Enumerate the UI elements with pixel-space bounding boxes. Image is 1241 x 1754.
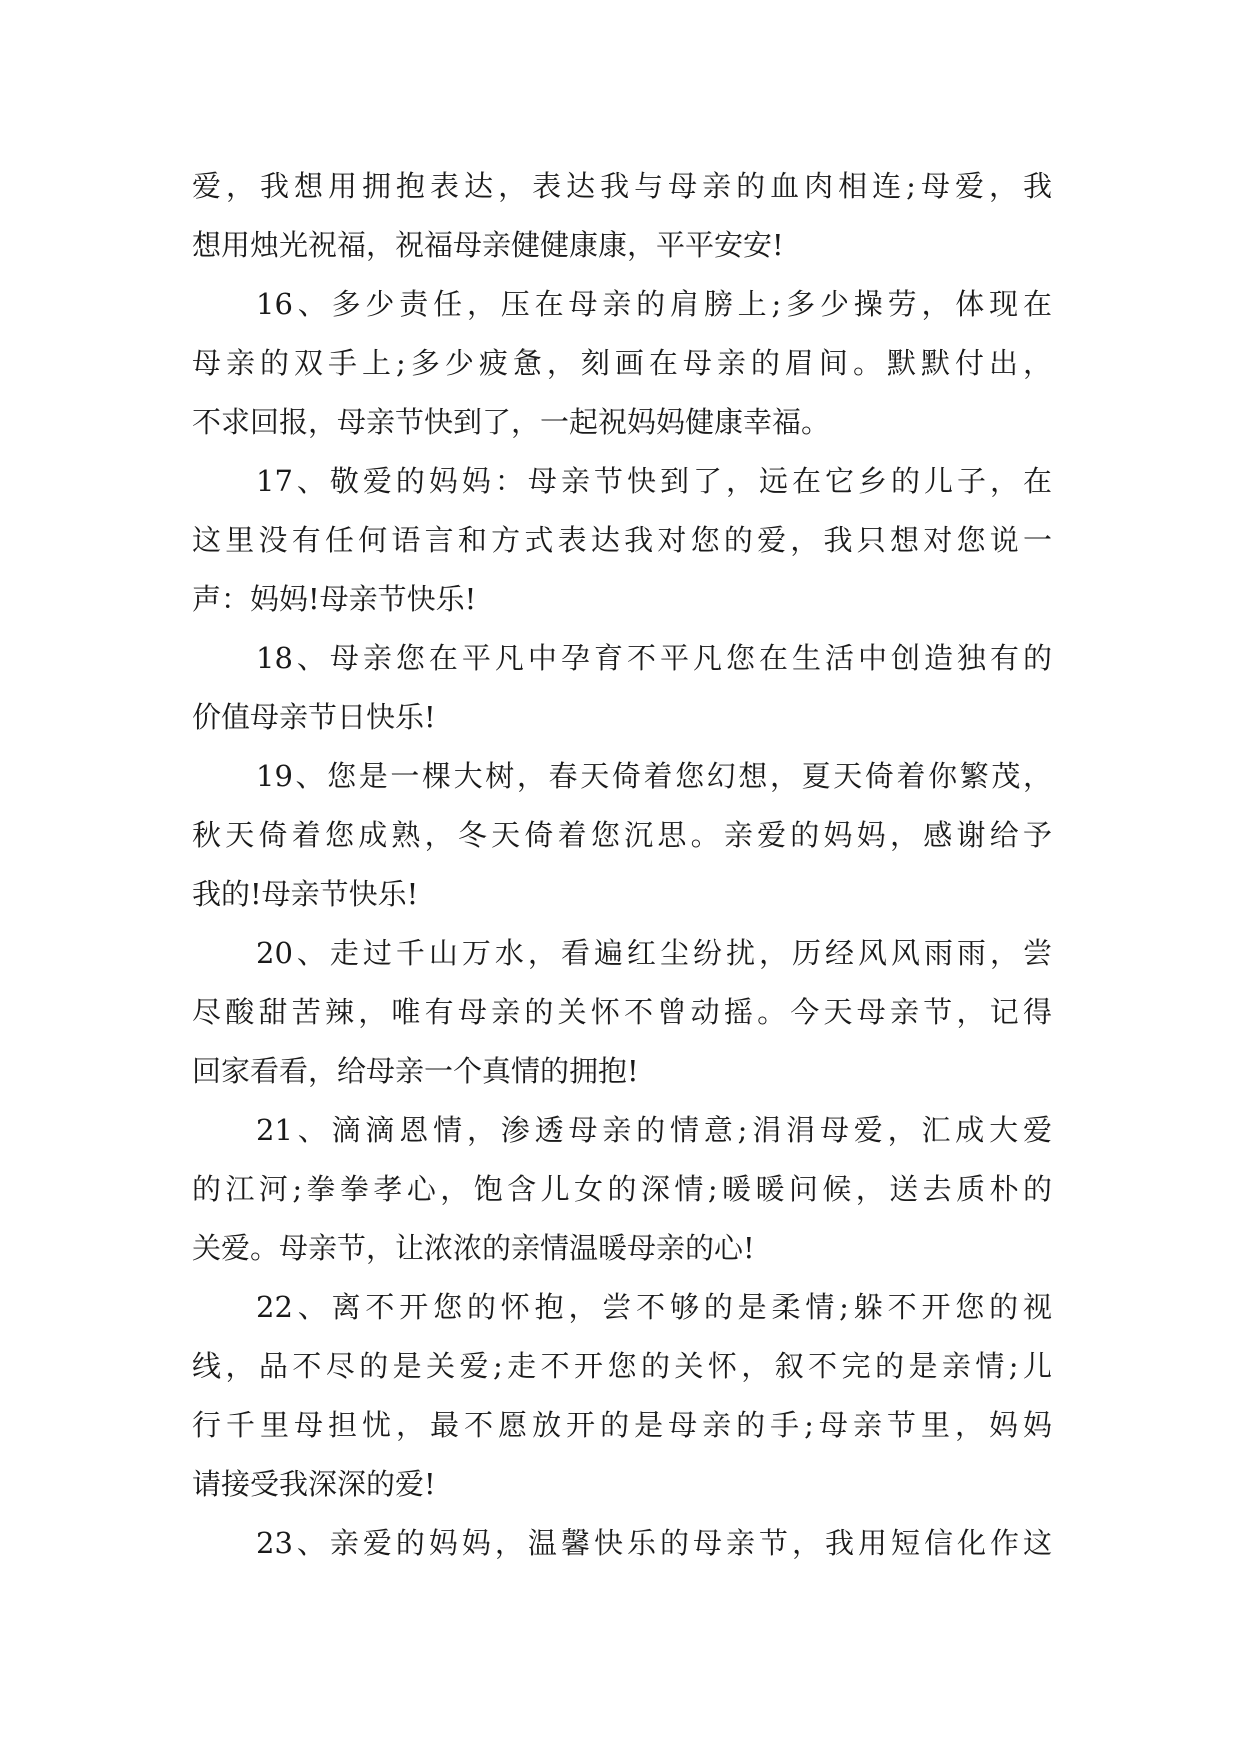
paragraph (192, 629, 1052, 747)
paragraph (192, 275, 1052, 452)
text-line: 声：妈妈!母亲节快乐! (192, 582, 477, 616)
paragraph (192, 157, 1052, 275)
paragraph (192, 1101, 1052, 1278)
text-line: 这里没有任何语言和方式表达我对您的爱，我只想对您说一 (192, 523, 1052, 557)
text-line: 尽酸甜苦辣，唯有母亲的关怀不曾动摇。今天母亲节，记得 (192, 995, 1052, 1029)
text-line: 21、滴滴恩情，渗透母亲的情意;涓涓母爱，汇成大爱 (256, 1113, 1052, 1147)
text-line: 16、多少责任，压在母亲的肩膀上;多少操劳，体现在 (256, 287, 1052, 321)
text-line: 爱，我想用拥抱表达，表达我与母亲的血肉相连;母爱，我 (192, 169, 1052, 203)
text-line: 线，品不尽的是关爱;走不开您的关怀，叙不完的是亲情;儿 (192, 1349, 1052, 1383)
paragraph (192, 452, 1052, 629)
text-line: 行千里母担忧，最不愿放开的是母亲的手;母亲节里，妈妈 (192, 1408, 1052, 1442)
paragraph (192, 747, 1052, 924)
text-line: 18、母亲您在平凡中孕育不平凡您在生活中创造独有的 (256, 641, 1052, 675)
text-line: 23、亲爱的妈妈，温馨快乐的母亲节，我用短信化作这 (256, 1526, 1052, 1560)
text-line: 价值母亲节日快乐! (192, 700, 436, 734)
text-line: 不求回报，母亲节快到了，一起祝妈妈健康幸福。 (192, 405, 831, 439)
text-line: 17、敬爱的妈妈：母亲节快到了，远在它乡的儿子，在 (256, 464, 1052, 498)
document-body (192, 157, 1052, 1573)
text-line: 母亲的双手上;多少疲惫，刻画在母亲的眉间。默默付出， (192, 346, 1052, 380)
text-line: 20、走过千山万水，看遍红尘纷扰，历经风风雨雨，尝 (256, 936, 1052, 970)
paragraph (192, 1514, 1052, 1573)
text-line: 22、离不开您的怀抱，尝不够的是柔情;躲不开您的视 (256, 1290, 1052, 1324)
paragraph (192, 924, 1052, 1101)
text-line: 秋天倚着您成熟，冬天倚着您沉思。亲爱的妈妈，感谢给予 (192, 818, 1052, 852)
text-line: 回家看看，给母亲一个真情的拥抱! (192, 1054, 639, 1088)
text-line: 想用烛光祝福，祝福母亲健健康康，平平安安! (192, 228, 784, 262)
paragraph (192, 1278, 1052, 1514)
text-line: 的江河;拳拳孝心，饱含儿女的深情;暖暖问候，送去质朴的 (192, 1172, 1052, 1206)
text-line: 关爱。母亲节，让浓浓的亲情温暖母亲的心! (192, 1231, 755, 1265)
text-line: 我的!母亲节快乐! (192, 877, 419, 911)
text-line: 请接受我深深的爱! (192, 1467, 436, 1501)
text-line: 19、您是一棵大树，春天倚着您幻想，夏天倚着你繁茂， (256, 759, 1052, 793)
